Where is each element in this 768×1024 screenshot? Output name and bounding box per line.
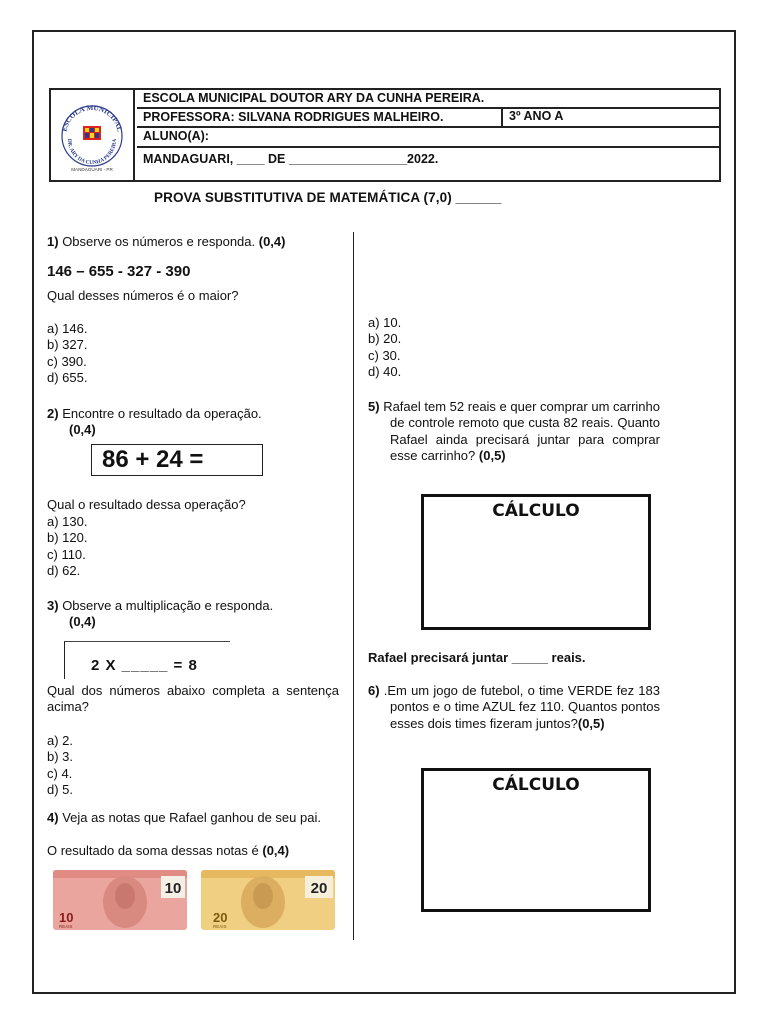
q1-number: 1): [47, 234, 59, 249]
q3-option[interactable]: b) 3.: [47, 749, 74, 765]
q1-option[interactable]: b) 327.: [47, 337, 88, 353]
q4-options: [368, 315, 401, 381]
q2-points: (0,4): [69, 422, 96, 437]
q3-options: [47, 733, 73, 799]
svg-text:DR. ARY DA CUNHA PEREIRA: [66, 139, 118, 166]
q3-points: (0,4): [69, 614, 96, 629]
logo-text-bottom: DR. ARY DA CUNHA PEREIRA: [65, 138, 119, 167]
banknote-10: [53, 870, 187, 930]
q4-points: (0,4): [262, 843, 290, 858]
q2-expression-box: 86 + 24 =: [91, 444, 263, 476]
q2-text: Encontre o resultado da operação.: [62, 406, 262, 421]
banknote-10-image: [53, 870, 187, 930]
q6-calc-label: CÁLCULO: [492, 775, 580, 795]
column-divider: [353, 232, 354, 940]
q3-question: Qual dos números abaixo completa a sentença acima?: [47, 683, 339, 715]
q5-points: (0,5): [478, 448, 506, 464]
logo-city: MANDAGUARI - PR: [71, 167, 113, 172]
banknote-20-corner: 20: [213, 910, 228, 925]
q1-prompt: [47, 234, 339, 250]
q3-text: Observe a multiplicação e responda.: [62, 598, 274, 613]
q4-prompt: [47, 810, 339, 826]
q1-option[interactable]: d) 655.: [47, 370, 88, 386]
teacher-row: [137, 109, 719, 128]
q2-options: [47, 514, 87, 580]
q1-options: [47, 321, 87, 387]
q5-answer-line: Rafael precisará juntar _____ reais.: [368, 650, 586, 665]
q2-prompt: [47, 406, 339, 422]
q2-option[interactable]: d) 62.: [47, 563, 81, 579]
q5-calc-label: CÁLCULO: [492, 501, 580, 521]
q1-numbers: 146 – 655 - 327 - 390: [47, 263, 191, 280]
banknote-20: [201, 870, 335, 930]
q1-option[interactable]: c) 390.: [47, 353, 87, 369]
q4-number: 4): [47, 810, 59, 825]
banknote-10-value: 10: [164, 880, 182, 897]
q4-question-text: O resultado da soma dessas notas é: [47, 843, 259, 858]
date-line[interactable]: MANDAGUARI, ____ DE _________________2022.: [143, 152, 439, 166]
q6-calc-box[interactable]: [421, 768, 651, 912]
q3-prompt: [47, 598, 339, 614]
q5-calc-box[interactable]: [421, 494, 651, 630]
q3-option[interactable]: d) 5.: [47, 782, 74, 798]
q2-option[interactable]: a) 130.: [47, 514, 88, 529]
q6-prompt: [368, 683, 660, 732]
teacher-name: PROFESSORA: SILVANA RODRIGUES MALHEIRO.: [143, 110, 444, 124]
q5-prompt: [368, 399, 660, 465]
grade-label: 3º ANO A: [501, 109, 563, 126]
q4-option[interactable]: a) 10.: [368, 315, 402, 330]
exam-title: PROVA SUBSTITUTIVA DE MATEMÁTICA (7,0) ______: [154, 190, 502, 205]
q4-option[interactable]: c) 30.: [368, 347, 401, 363]
exam-page: [32, 30, 736, 994]
q1-text: Observe os números e responda.: [62, 234, 256, 249]
q5-number: 5): [368, 399, 380, 414]
school-logo: [51, 90, 135, 180]
header-table: [49, 88, 721, 182]
q5-text: Rafael tem 52 reais e quer comprar um carrinho de controle remoto que custa 82 reais. Quanto Rafael ainda precisará juntar para comprar esse carrinho?: [383, 399, 660, 464]
student-field[interactable]: ALUNO(A):: [137, 128, 719, 148]
q1-option[interactable]: a) 146.: [47, 321, 88, 336]
q6-number: 6): [368, 683, 380, 698]
q2-option[interactable]: c) 110.: [47, 546, 86, 562]
banknote-20-value: 20: [310, 880, 328, 897]
q2-number: 2): [47, 406, 59, 421]
q3-number: 3): [47, 598, 59, 613]
q4-text: Veja as notas que Rafael ganhou de seu pai.: [62, 810, 321, 825]
school-seal-icon: [56, 96, 128, 174]
q2-option[interactable]: b) 120.: [47, 530, 88, 546]
q3-option[interactable]: a) 2.: [47, 733, 74, 748]
q6-text: .Em um jogo de futebol, o time VERDE fez 183 pontos e o time AZUL fez 110. Quantos pontos esses dois times fizeram juntos?: [383, 683, 660, 731]
logo-text-top: ESCOLA MUNICIPAL: [60, 103, 124, 133]
q4-option[interactable]: b) 20.: [368, 331, 402, 347]
svg-text:REAIS: REAIS: [59, 924, 73, 929]
q3-option[interactable]: c) 4.: [47, 765, 73, 781]
q6-points: (0,5): [577, 715, 605, 731]
school-name: ESCOLA MUNICIPAL DOUTOR ARY DA CUNHA PEREIRA.: [137, 90, 719, 109]
svg-text:REAIS: REAIS: [213, 924, 227, 929]
q4-question: [47, 843, 347, 859]
q1-question: Qual desses números é o maior?: [47, 288, 239, 303]
banknote-20-image: [201, 870, 335, 930]
q1-points: (0,4): [258, 234, 286, 249]
q4-option[interactable]: d) 40.: [368, 364, 402, 380]
q2-question: Qual o resultado dessa operação?: [47, 497, 246, 512]
q3-expression: 2 X _____ = 8: [64, 641, 230, 679]
banknote-10-corner: 10: [59, 910, 74, 925]
